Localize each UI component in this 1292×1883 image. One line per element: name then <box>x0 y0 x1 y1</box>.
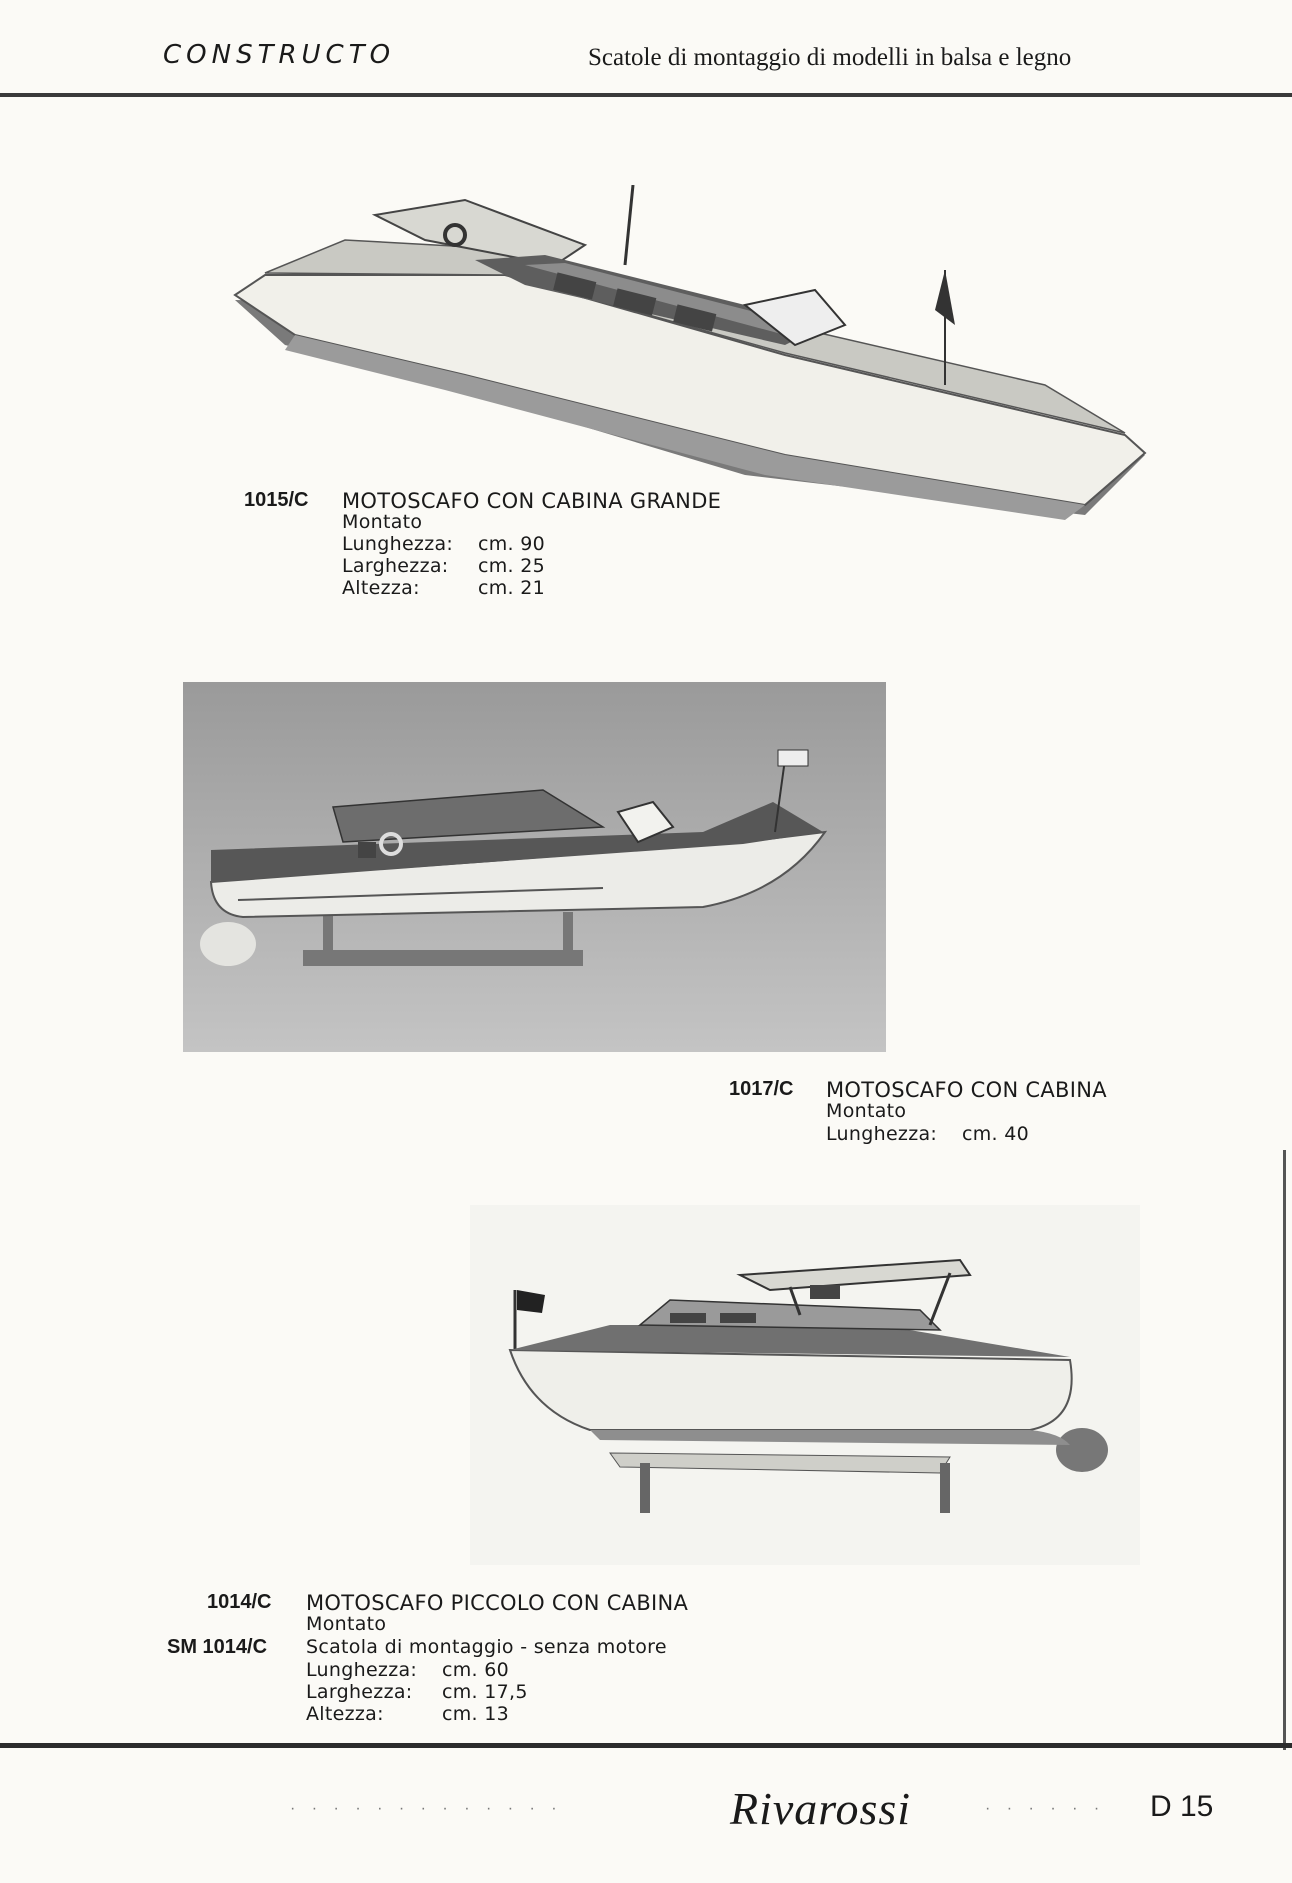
spec-label-width: Larghezza: <box>342 555 449 577</box>
product-status-1017c: Montato <box>826 1100 907 1122</box>
spec-label-width: Larghezza: <box>306 1681 413 1703</box>
product-code-1017c: 1017/C <box>729 1078 794 1100</box>
spec-label-height: Altezza: <box>306 1703 384 1725</box>
spec-value-width: cm. 25 <box>478 555 546 577</box>
spec-value-length: cm. 60 <box>442 1659 510 1681</box>
footer-dotted-leader-left: · · · · · · · · · · · · · <box>290 1800 563 1817</box>
rivarossi-logo: Rivarossi <box>730 1783 912 1834</box>
spec-label-height: Altezza: <box>342 577 420 599</box>
product-title-1017c: MOTOSCAFO CON CABINA <box>826 1078 1107 1102</box>
spec-value-length: cm. 90 <box>478 533 546 555</box>
product-code-1014c: 1014/C <box>207 1591 272 1613</box>
boat-photo-cabin-cruiser-on-stand <box>183 682 886 1052</box>
product-code-1015c: 1015/C <box>244 489 309 511</box>
spec-value-height: cm. 21 <box>478 577 546 599</box>
brand-title: CONSTRUCTO <box>163 40 396 70</box>
footer-dotted-leader-right: · · · · · · <box>985 1800 1106 1817</box>
product-title-1015c: MOTOSCAFO CON CABINA GRANDE <box>342 489 722 513</box>
page-subtitle: Scatole di montaggio di modelli in balsa e legno <box>588 44 1072 71</box>
side-rule <box>1283 1150 1286 1750</box>
spec-label-length: Lunghezza: <box>342 533 454 555</box>
spec-label-length: Lunghezza: <box>826 1123 938 1145</box>
product-code-sm1014c: SM 1014/C <box>167 1636 268 1658</box>
bottom-rule <box>0 1743 1292 1748</box>
spec-value-height: cm. 13 <box>442 1703 510 1725</box>
boat-photo-small-cabin-cruiser <box>470 1205 1140 1565</box>
page-number: D 15 <box>1150 1790 1214 1823</box>
product-kit-description: Scatola di montaggio - senza motore <box>306 1636 667 1658</box>
product-status-1014c: Montato <box>306 1613 387 1635</box>
top-rule <box>0 93 1292 97</box>
spec-label-length: Lunghezza: <box>306 1659 418 1681</box>
spec-value-width: cm. 17,5 <box>442 1681 528 1703</box>
product-title-1014c: MOTOSCAFO PICCOLO CON CABINA <box>306 1591 689 1615</box>
product-status-1015c: Montato <box>342 511 423 533</box>
spec-value-length: cm. 40 <box>962 1123 1030 1145</box>
